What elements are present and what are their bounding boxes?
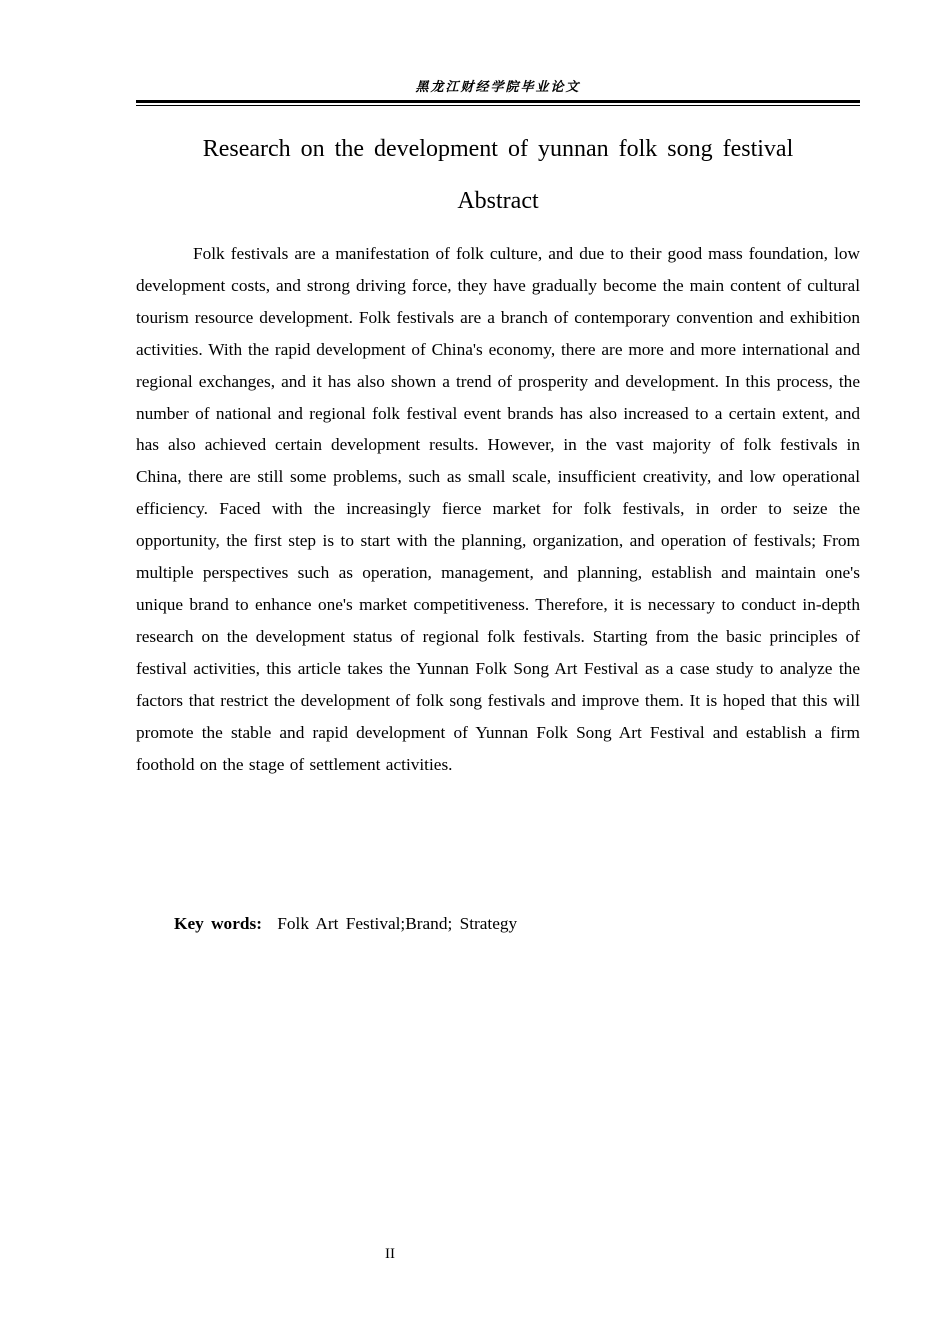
- abstract-body: Folk festivals are a manifestation of folk culture, and due to their good mass foundation, low development costs, and strong driving force, they have gradually become the main content of cultural tourism resource development. Folk festivals are a branch of contemporary convention and exhibition activities. With the rapid development of China's economy, there are more and more international and regional exchanges, and it has also shown a trend of prosperity and development. In this process, the number of national and regional folk festival event brands has also increased to a certain extent, and has also achieved certain development results. However, in the vast majority of folk festivals in China, there are still some problems, such as small scale, insufficient creativity, and low operational efficiency. Faced with the increasingly fierce market for folk festivals, in order to seize the opportunity, the first step is to start with the planning, organization, and operation of festivals; From multiple perspectives such as operation, management, and planning, establish and maintain one's unique brand to enhance one's market competitiveness. Therefore, it is necessary to conduct in-depth research on the development status of regional folk festivals. Starting from the basic principles of festival activities, this article takes the Yunnan Folk Song Art Festival as a case study to analyze the factors that restrict the development of folk song festivals and improve them. It is hoped that this will promote the stable and rapid development of Yunnan Folk Song Art Festival and establish a firm foothold on the stage of settlement activities.: [136, 244, 860, 774]
- page-number: II: [385, 1246, 395, 1262]
- keywords-value: Folk Art Festival;Brand; Strategy: [277, 914, 518, 933]
- keywords-line: [174, 908, 860, 940]
- header-rule-thin: [136, 105, 860, 106]
- running-header-title: 黑龙江财经学院毕业论文: [415, 80, 581, 95]
- paper-title: Research on the development of yunnan folk song festival: [202, 136, 794, 162]
- keywords-label: Key words:: [174, 914, 262, 933]
- abstract-heading: Abstract: [457, 188, 539, 214]
- header-rule-thick: [136, 100, 860, 103]
